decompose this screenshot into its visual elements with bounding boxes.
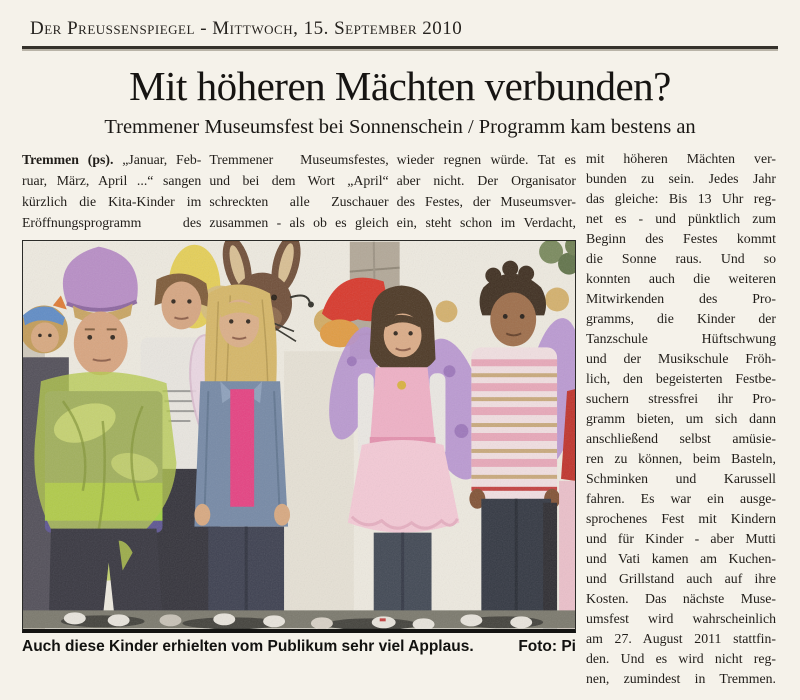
subheadline: Tremmener Museumsfest bei Sonnenschein / Programm kam bestens an: [104, 116, 696, 139]
text-line: lich, den begeisterten Festbe-: [586, 371, 776, 387]
text-line: den. Und es wird nicht reg-: [586, 651, 776, 667]
text-line: Mitwirkenden des Pro-: [586, 291, 776, 307]
text-line: schreckten alle Zuschauer: [209, 194, 389, 210]
text-line: das gleiche: Bis 13 Uhr reg-: [586, 191, 776, 207]
article-body: [22, 149, 778, 689]
text-line: und Vati kamen am Kuchen-: [586, 551, 776, 567]
text-line: ren zu können, beim Basteln,: [586, 451, 776, 467]
article-top-columns: [22, 149, 576, 233]
text-line: und bei dem Wort „April“: [209, 173, 389, 189]
text-line: Beginn des Festes kommt: [586, 231, 776, 247]
photo-caption: Auch diese Kinder erhielten vom Publikum sehr viel Applaus.: [22, 638, 474, 656]
text-line: Tanzschule Hüftschwung: [586, 331, 776, 347]
text-line: Tremmen (ps). „Januar, Feb-: [22, 152, 202, 168]
text-line: ruar, März, April ...“ sangen: [22, 173, 202, 189]
text-line: und Grillstand auch auf ihre: [586, 571, 776, 587]
article-column-2: [209, 149, 388, 233]
text-line: bunden zu sein. Jedes Jahr: [586, 171, 776, 187]
text-line: des Festes, der Museumsver-: [396, 194, 576, 210]
article-column-1: [22, 149, 201, 233]
article-column-4: [586, 149, 776, 689]
text-line: fahren. Es war ein ausge-: [586, 491, 776, 507]
text-line: am 27. August 2011 stattfin-: [586, 631, 776, 647]
article-column-3: [397, 149, 576, 233]
text-line: mit höheren Mächten ver-: [586, 151, 776, 167]
text-line: gramm bieten, um sich dann: [586, 411, 776, 427]
text-line: suchern stressfrei ihr Pro-: [586, 391, 776, 407]
text-line: wieder regnen würde. Tat es: [396, 152, 576, 168]
text-line: nen, zumindest in Tremmen.: [586, 671, 776, 687]
text-line: aber nicht. Der Organisator: [396, 173, 576, 189]
text-line: kürzlich die Kita-Kinder im: [22, 194, 202, 210]
masthead: [22, 14, 778, 46]
text-line: anschließend selbst amüsie-: [586, 431, 776, 447]
text-line: die Sonne raus. Und so: [586, 251, 776, 267]
text-line: ein, steht schon im Verdacht,: [396, 215, 576, 231]
photo-credit: Foto: Pi: [518, 638, 576, 656]
photo-caption-row: [22, 638, 576, 656]
festival-photo: [22, 240, 576, 633]
festival-photo-illustration: [23, 241, 575, 629]
text-line: sprochenes Fest mit Kindern: [586, 511, 776, 527]
text-line: zusammen - als ob es gleich: [209, 215, 389, 231]
text-line: Kosten. Das nächste Muse-: [586, 591, 776, 607]
article-left-block: [22, 149, 576, 689]
text-line: Tremmener Museumsfestes,: [209, 152, 389, 168]
masthead-rule: [22, 46, 778, 49]
text-line: Schminken und Karussell: [586, 471, 776, 487]
text-line: und der Musikschule Fröh-: [586, 351, 776, 367]
text-line: net es - und pünktlich zum: [586, 211, 776, 227]
text-line: gramms, die Kinder der: [586, 311, 776, 327]
text-line: Eröffnungsprogramm des: [22, 215, 202, 231]
dateline: Tremmen (ps).: [22, 152, 123, 168]
text-line: und für Kinder - aber Mutti: [586, 531, 776, 547]
headline: Mit höheren Mächten verbunden?: [129, 63, 671, 109]
text-line: umsfest wird wahrscheinlich: [586, 611, 776, 627]
masthead-text: Der Preussenspiegel - Mittwoch, 15. September 2010: [30, 18, 463, 39]
text-line: konnten auch die weiteren: [586, 271, 776, 287]
